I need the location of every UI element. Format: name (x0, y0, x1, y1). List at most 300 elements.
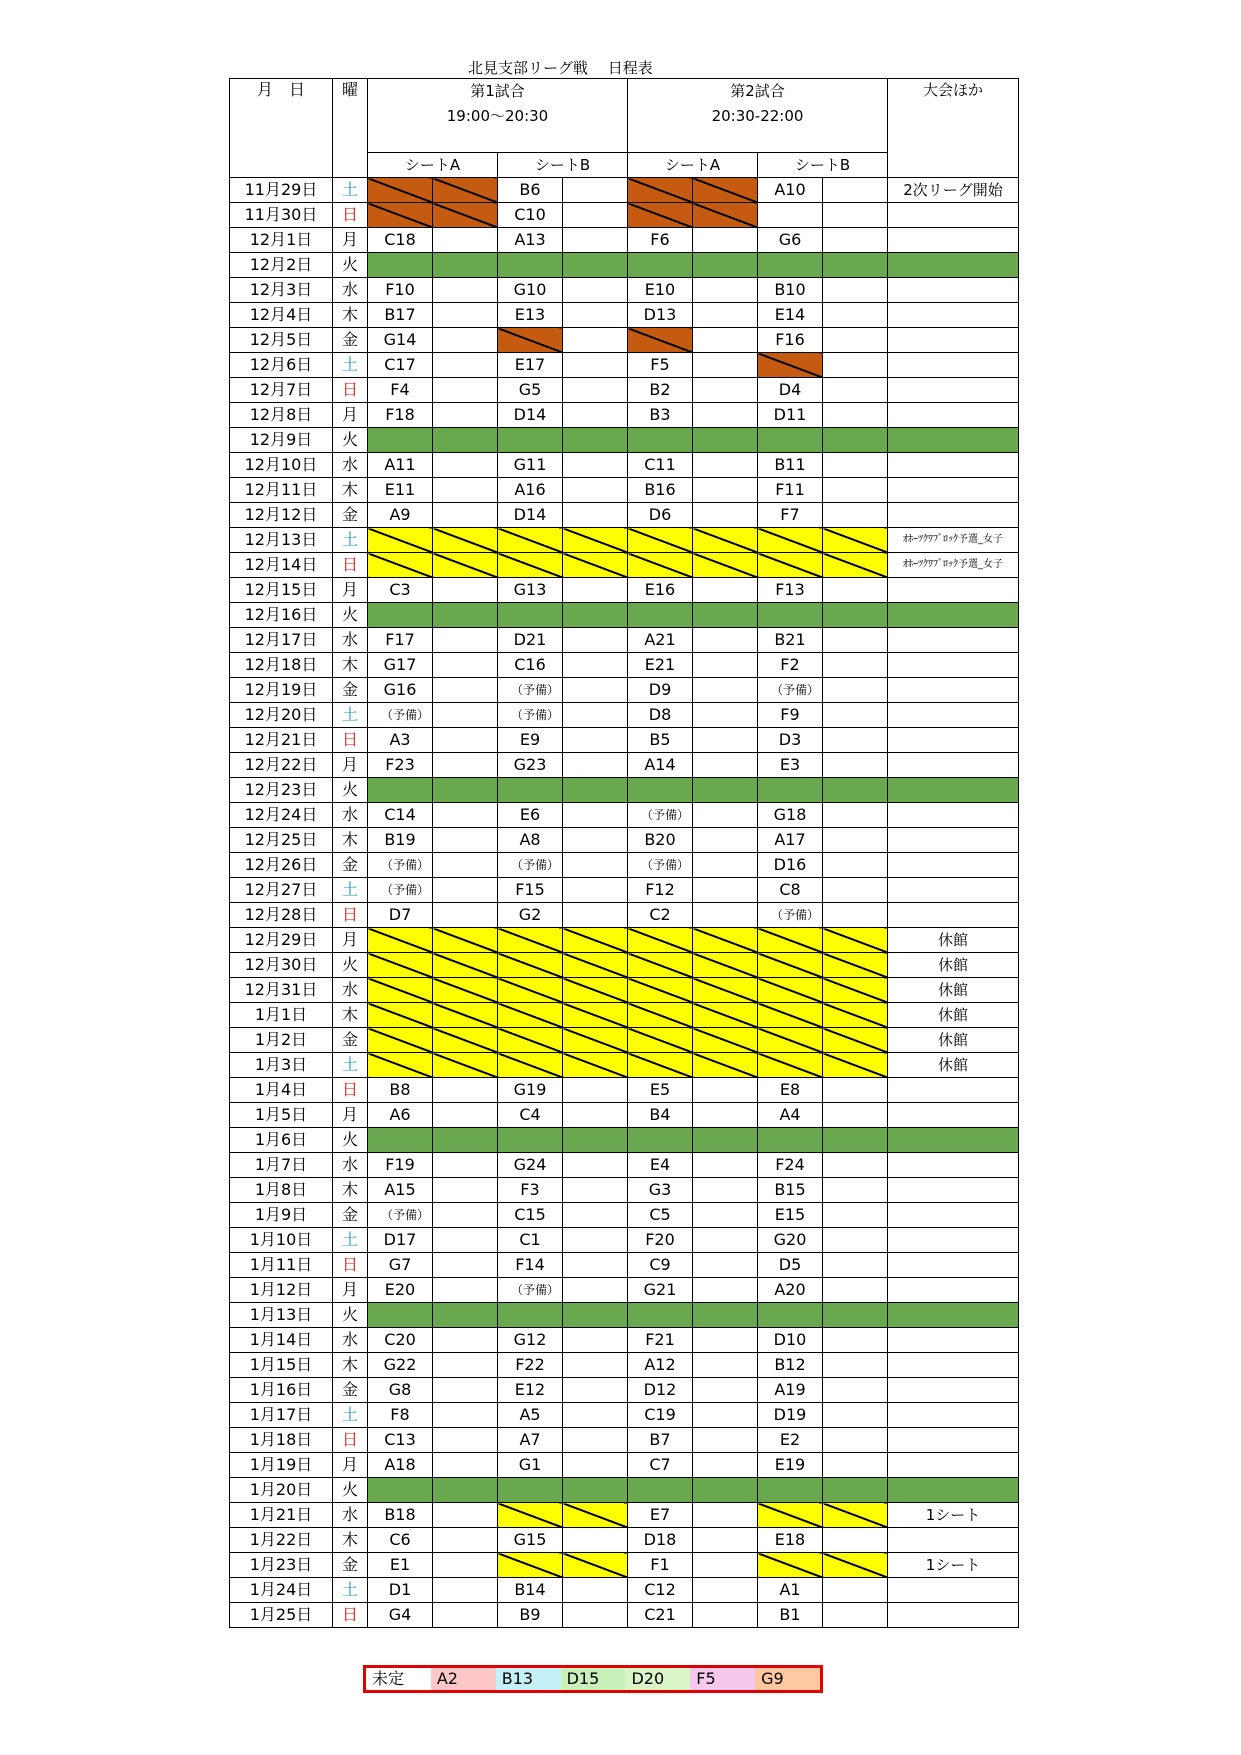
legend-item: G9 (755, 1668, 820, 1690)
team-cell (563, 353, 628, 378)
unavailable-cell (628, 178, 693, 203)
game1-time: 19:00～20:30 (446, 107, 549, 125)
team-cell (823, 503, 888, 528)
note-cell (888, 1278, 1019, 1303)
holiday-cell (368, 928, 433, 953)
table-row (230, 1078, 1019, 1103)
holiday-cell (823, 1003, 888, 1028)
holiday-cell (563, 953, 628, 978)
dow-cell: 金 (333, 1378, 368, 1403)
table-row (230, 1528, 1019, 1553)
dow-cell: 金 (333, 1553, 368, 1578)
team-cell: F7 (758, 503, 823, 528)
team-cell (823, 1278, 888, 1303)
team-cell (823, 403, 888, 428)
closed-cell (693, 253, 758, 278)
team-cell (823, 303, 888, 328)
closed-cell (498, 253, 563, 278)
team-cell: C17 (368, 353, 433, 378)
table-row (230, 278, 1019, 303)
closed-cell (628, 1128, 693, 1153)
legend-item: D15 (561, 1668, 626, 1690)
team-cell: G7 (368, 1253, 433, 1278)
date-cell: 12月3日 (230, 278, 333, 303)
team-cell: G21 (628, 1278, 693, 1303)
game2-time: 20:30-22:00 (711, 107, 804, 125)
closed-cell (823, 428, 888, 453)
team-cell: F11 (758, 478, 823, 503)
team-cell (433, 653, 498, 678)
team-cell (563, 1528, 628, 1553)
table-row (230, 1178, 1019, 1203)
closed-cell (693, 603, 758, 628)
team-cell: G22 (368, 1353, 433, 1378)
team-cell: A10 (758, 178, 823, 203)
dow-cell: 月 (333, 228, 368, 253)
table-row (230, 1103, 1019, 1128)
team-cell: D3 (758, 728, 823, 753)
note-cell (888, 903, 1019, 928)
team-cell (823, 1378, 888, 1403)
team-cell (563, 1603, 628, 1628)
note-cell (888, 1178, 1019, 1203)
team-cell (693, 578, 758, 603)
dow-cell: 金 (333, 328, 368, 353)
team-cell: C13 (368, 1428, 433, 1453)
date-cell: 12月1日 (230, 228, 333, 253)
dow-cell: 金 (333, 503, 368, 528)
game2-sheet-b-header: シートB (758, 153, 888, 178)
team-cell: C1 (498, 1228, 563, 1253)
team-cell (433, 578, 498, 603)
team-cell: B20 (628, 828, 693, 853)
team-cell (693, 1178, 758, 1203)
team-cell (433, 1428, 498, 1453)
note-cell (888, 1453, 1019, 1478)
table-row (230, 478, 1019, 503)
team-cell (693, 728, 758, 753)
table-row (230, 1128, 1019, 1153)
holiday-cell (433, 978, 498, 1003)
legend-item: A2 (431, 1668, 496, 1690)
team-cell: D13 (628, 303, 693, 328)
team-cell: D12 (628, 1378, 693, 1403)
closed-cell (563, 1303, 628, 1328)
holiday-cell (563, 1028, 628, 1053)
date-cell: 12月29日 (230, 928, 333, 953)
date-cell: 12月28日 (230, 903, 333, 928)
team-cell (823, 1453, 888, 1478)
team-cell: E6 (498, 803, 563, 828)
team-cell: G2 (498, 903, 563, 928)
team-cell: C4 (498, 1103, 563, 1128)
dow-cell: 土 (333, 1403, 368, 1428)
team-cell: D10 (758, 1328, 823, 1353)
holiday-cell (368, 1003, 433, 1028)
team-cell (693, 1503, 758, 1528)
dow-cell: 金 (333, 678, 368, 703)
date-cell: 12月7日 (230, 378, 333, 403)
game1-header (368, 79, 628, 153)
team-cell: G20 (758, 1228, 823, 1253)
team-cell: E10 (628, 278, 693, 303)
team-cell (433, 803, 498, 828)
holiday-cell (823, 1503, 888, 1528)
dow-cell: 日 (333, 1603, 368, 1628)
closed-cell (498, 1303, 563, 1328)
note-cell (888, 578, 1019, 603)
table-row (230, 253, 1019, 278)
team-cell: E9 (498, 728, 563, 753)
team-cell (433, 1553, 498, 1578)
team-cell (693, 753, 758, 778)
table-row (230, 803, 1019, 828)
holiday-cell (758, 1053, 823, 1078)
team-cell (563, 628, 628, 653)
closed-cell (823, 1128, 888, 1153)
holiday-cell (498, 1028, 563, 1053)
team-cell (823, 378, 888, 403)
team-cell: A14 (628, 753, 693, 778)
team-cell (433, 1103, 498, 1128)
dow-cell: 火 (333, 778, 368, 803)
team-cell (563, 703, 628, 728)
dow-cell: 水 (333, 278, 368, 303)
team-cell: B2 (628, 378, 693, 403)
team-cell (433, 1378, 498, 1403)
team-cell: A21 (628, 628, 693, 653)
closed-cell (628, 1478, 693, 1503)
table-row (230, 1428, 1019, 1453)
team-cell (693, 1578, 758, 1603)
table-row (230, 1253, 1019, 1278)
holiday-cell (628, 928, 693, 953)
table-row (230, 628, 1019, 653)
team-cell: E20 (368, 1278, 433, 1303)
date-cell: 12月25日 (230, 828, 333, 853)
date-cell: 12月27日 (230, 878, 333, 903)
team-cell: G1 (498, 1453, 563, 1478)
dow-cell: 水 (333, 1153, 368, 1178)
team-cell: C5 (628, 1203, 693, 1228)
legend-item: F5 (690, 1668, 755, 1690)
note-cell (888, 1528, 1019, 1553)
date-cell: 12月6日 (230, 353, 333, 378)
page-title: 北見支部リーグ戦 日程表 (468, 59, 653, 77)
date-cell: 1月12日 (230, 1278, 333, 1303)
note-cell (888, 1103, 1019, 1128)
notes-header: 大会ほか (888, 79, 1019, 178)
team-cell: A9 (368, 503, 433, 528)
note-cell: 休館 (888, 1003, 1019, 1028)
team-cell: （予備） (368, 878, 433, 903)
dow-cell: 月 (333, 578, 368, 603)
date-cell: 1月7日 (230, 1153, 333, 1178)
team-cell: G4 (368, 1603, 433, 1628)
team-cell (693, 1328, 758, 1353)
note-cell (888, 203, 1019, 228)
table-row (230, 453, 1019, 478)
date-cell: 12月30日 (230, 953, 333, 978)
date-cell: 1月13日 (230, 1303, 333, 1328)
team-cell: C15 (498, 1203, 563, 1228)
team-cell (563, 678, 628, 703)
team-cell: E16 (628, 578, 693, 603)
closed-cell (498, 1128, 563, 1153)
table-row (230, 603, 1019, 628)
team-cell (563, 1428, 628, 1453)
team-cell (563, 478, 628, 503)
note-cell: 1シート (888, 1503, 1019, 1528)
note-cell (888, 1203, 1019, 1228)
team-cell: F9 (758, 703, 823, 728)
team-cell: E4 (628, 1153, 693, 1178)
team-cell: A13 (498, 228, 563, 253)
closed-cell (823, 253, 888, 278)
team-cell (563, 303, 628, 328)
team-cell: E7 (628, 1503, 693, 1528)
closed-cell (563, 1478, 628, 1503)
note-cell (888, 753, 1019, 778)
dow-cell: 水 (333, 453, 368, 478)
closed-cell (628, 1303, 693, 1328)
team-cell: D9 (628, 678, 693, 703)
team-cell (823, 178, 888, 203)
dow-cell: 木 (333, 478, 368, 503)
table-row (230, 1028, 1019, 1053)
team-cell: F8 (368, 1403, 433, 1428)
table-row (230, 203, 1019, 228)
note-cell: ｵﾎｰﾂｸﾜﾌﾞﾛｯｸ予選_女子 (888, 553, 1019, 578)
note-cell (888, 653, 1019, 678)
team-cell: F15 (498, 878, 563, 903)
date-cell: 12月2日 (230, 253, 333, 278)
team-cell (693, 303, 758, 328)
note-cell: 休館 (888, 928, 1019, 953)
team-cell (563, 1278, 628, 1303)
note-cell (888, 1353, 1019, 1378)
team-cell (433, 678, 498, 703)
team-cell (693, 503, 758, 528)
date-cell: 12月24日 (230, 803, 333, 828)
date-header: 月 日 (230, 79, 333, 178)
team-cell (693, 453, 758, 478)
team-cell (823, 1178, 888, 1203)
team-cell: C11 (628, 453, 693, 478)
team-cell: A16 (498, 478, 563, 503)
table-row (230, 1453, 1019, 1478)
dow-cell: 日 (333, 1078, 368, 1103)
dow-cell: 木 (333, 1003, 368, 1028)
dow-cell: 火 (333, 953, 368, 978)
closed-cell (758, 1303, 823, 1328)
team-cell: D8 (628, 703, 693, 728)
team-cell (433, 703, 498, 728)
closed-cell (368, 253, 433, 278)
team-cell (693, 353, 758, 378)
date-cell: 12月18日 (230, 653, 333, 678)
team-cell: G19 (498, 1078, 563, 1103)
team-cell: D5 (758, 1253, 823, 1278)
holiday-cell (563, 1003, 628, 1028)
team-cell (823, 453, 888, 478)
date-cell: 12月21日 (230, 728, 333, 753)
team-cell: G24 (498, 1153, 563, 1178)
game2-header (628, 79, 888, 153)
closed-cell (888, 1128, 1019, 1153)
team-cell: G12 (498, 1328, 563, 1353)
team-cell (433, 1078, 498, 1103)
team-cell (433, 278, 498, 303)
team-cell: F14 (498, 1253, 563, 1278)
table-row (230, 728, 1019, 753)
team-cell (693, 1153, 758, 1178)
note-cell (888, 1078, 1019, 1103)
team-cell (563, 453, 628, 478)
holiday-cell (498, 553, 563, 578)
team-cell: F13 (758, 578, 823, 603)
team-cell (823, 728, 888, 753)
holiday-cell (563, 1553, 628, 1578)
game1-sheet-b-header: シートB (498, 153, 628, 178)
team-cell (563, 1253, 628, 1278)
team-cell: D17 (368, 1228, 433, 1253)
holiday-cell (628, 528, 693, 553)
team-cell (563, 1228, 628, 1253)
team-cell: G8 (368, 1378, 433, 1403)
holiday-cell (758, 553, 823, 578)
closed-cell (758, 1478, 823, 1503)
team-cell: F22 (498, 1353, 563, 1378)
closed-cell (563, 778, 628, 803)
date-cell: 12月12日 (230, 503, 333, 528)
closed-cell (498, 428, 563, 453)
date-cell: 1月16日 (230, 1378, 333, 1403)
team-cell (693, 1353, 758, 1378)
team-cell: F5 (628, 353, 693, 378)
team-cell: E18 (758, 1528, 823, 1553)
team-cell: G11 (498, 453, 563, 478)
team-cell (823, 1428, 888, 1453)
team-cell: G6 (758, 228, 823, 253)
team-cell: E3 (758, 753, 823, 778)
note-cell (888, 1403, 1019, 1428)
team-cell: A4 (758, 1103, 823, 1128)
date-cell: 11月29日 (230, 178, 333, 203)
dow-cell: 火 (333, 1128, 368, 1153)
closed-cell (628, 253, 693, 278)
team-cell (563, 1378, 628, 1403)
team-cell (563, 1353, 628, 1378)
date-cell: 1月8日 (230, 1178, 333, 1203)
date-cell: 12月26日 (230, 853, 333, 878)
closed-cell (693, 1128, 758, 1153)
dow-cell: 木 (333, 303, 368, 328)
holiday-cell (563, 978, 628, 1003)
table-row (230, 828, 1019, 853)
team-cell: A8 (498, 828, 563, 853)
team-cell: F19 (368, 1153, 433, 1178)
team-cell: C18 (368, 228, 433, 253)
team-cell (823, 1328, 888, 1353)
team-cell: D14 (498, 403, 563, 428)
date-cell: 1月23日 (230, 1553, 333, 1578)
team-cell: （予備） (498, 678, 563, 703)
dow-cell: 木 (333, 1353, 368, 1378)
holiday-cell (433, 553, 498, 578)
team-cell (693, 378, 758, 403)
dow-cell: 土 (333, 1578, 368, 1603)
note-cell (888, 678, 1019, 703)
team-cell: A17 (758, 828, 823, 853)
holiday-cell (823, 1053, 888, 1078)
team-cell: B17 (368, 303, 433, 328)
date-cell: 1月22日 (230, 1528, 333, 1553)
holiday-cell (758, 1553, 823, 1578)
table-row (230, 1278, 1019, 1303)
team-cell: D4 (758, 378, 823, 403)
team-cell (823, 1228, 888, 1253)
team-cell: B18 (368, 1503, 433, 1528)
dow-cell: 火 (333, 1478, 368, 1503)
table-row (230, 1603, 1019, 1628)
team-cell (823, 353, 888, 378)
date-cell: 1月1日 (230, 1003, 333, 1028)
date-cell: 1月11日 (230, 1253, 333, 1278)
closed-cell (563, 1128, 628, 1153)
team-cell (693, 1378, 758, 1403)
dow-cell: 木 (333, 1528, 368, 1553)
team-cell: D1 (368, 1578, 433, 1603)
table-row (230, 953, 1019, 978)
team-cell: C10 (498, 203, 563, 228)
dow-cell: 水 (333, 1328, 368, 1353)
team-cell (563, 278, 628, 303)
team-cell (433, 1153, 498, 1178)
team-cell (823, 1603, 888, 1628)
team-cell: B19 (368, 828, 433, 853)
team-cell (693, 1603, 758, 1628)
team-cell: D21 (498, 628, 563, 653)
holiday-cell (758, 978, 823, 1003)
team-cell (693, 1453, 758, 1478)
team-cell (823, 703, 888, 728)
closed-cell (368, 1478, 433, 1503)
team-cell: A6 (368, 1103, 433, 1128)
date-cell: 12月23日 (230, 778, 333, 803)
table-row (230, 1003, 1019, 1028)
team-cell (563, 803, 628, 828)
holiday-cell (433, 1028, 498, 1053)
team-cell (433, 378, 498, 403)
table-row (230, 1053, 1019, 1078)
table-row (230, 753, 1019, 778)
team-cell (693, 1253, 758, 1278)
holiday-cell (368, 978, 433, 1003)
team-cell (563, 1153, 628, 1178)
holiday-cell (433, 928, 498, 953)
team-cell (563, 653, 628, 678)
note-cell: 休館 (888, 978, 1019, 1003)
team-cell (433, 1403, 498, 1428)
team-cell (563, 753, 628, 778)
date-cell: 12月15日 (230, 578, 333, 603)
dow-cell: 木 (333, 828, 368, 853)
closed-cell (888, 1303, 1019, 1328)
team-cell: F12 (628, 878, 693, 903)
team-cell (693, 853, 758, 878)
team-cell: F1 (628, 1553, 693, 1578)
